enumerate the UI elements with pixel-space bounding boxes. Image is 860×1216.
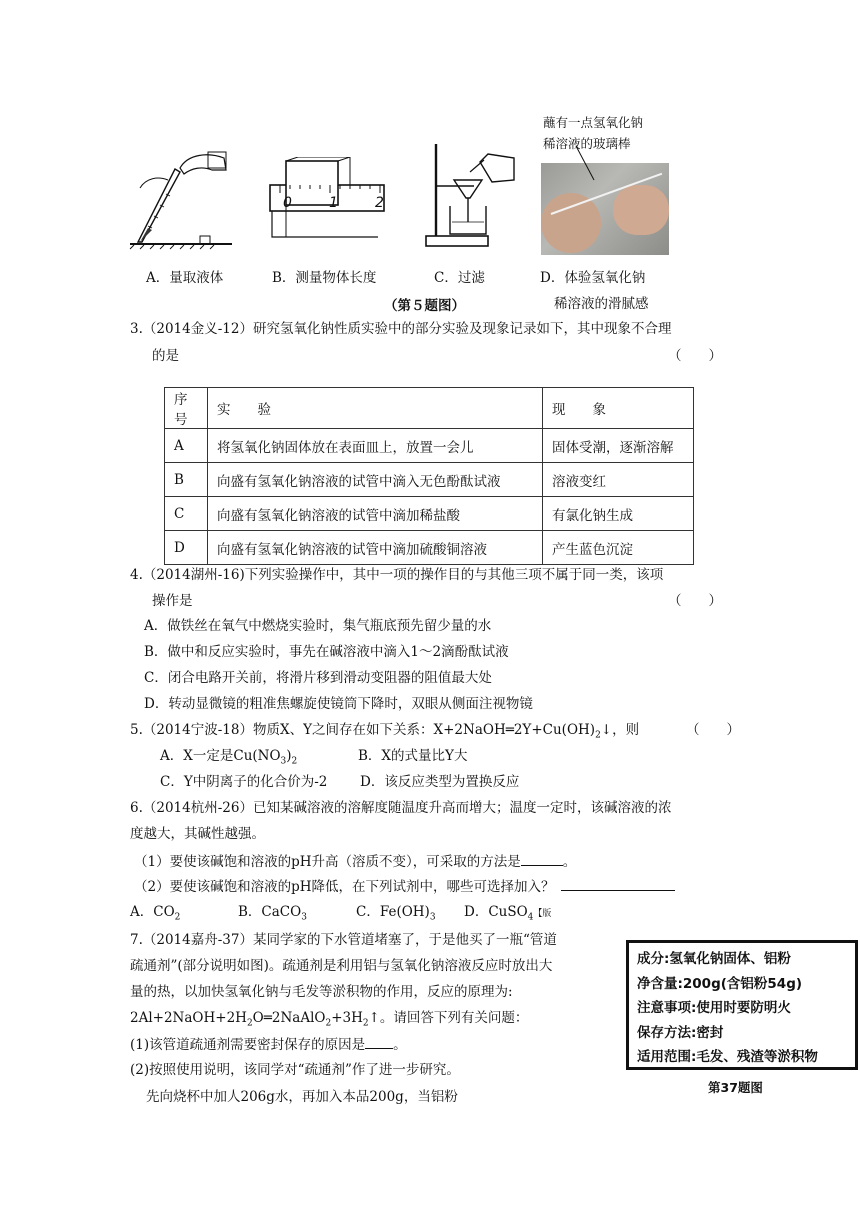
q3-answer-paren: （ ） <box>668 348 722 364</box>
q5-option-a-mid: ) <box>286 748 292 764</box>
q6-option-a <box>130 902 180 928</box>
q6-option-a-text: A．CO <box>130 904 175 920</box>
q3-experiment-table <box>164 387 694 565</box>
q3-line-1: 3.（2014金义-12）研究氢氧化钠性质实验中的部分实验及现象记录如下，其中现象不合理 <box>130 321 672 337</box>
q7-sub-1 <box>130 1034 407 1055</box>
q6-option-b-sub: 3 <box>301 912 307 923</box>
table-cell: A <box>165 429 208 463</box>
ruler-tick-2: 2 <box>375 195 384 211</box>
q6-line-2: 度越大，其碱性越强。 <box>130 826 265 842</box>
photo-caption-line-1: 蘸有一点氢氧化钠 <box>543 115 644 130</box>
ruler-tick-1: 1 <box>329 195 338 211</box>
q5-stem-tail: ↓，则 <box>600 722 640 738</box>
q3-line-2: 的是 <box>152 348 179 364</box>
label-precautions: 注意事项:使用时要防明火 <box>637 1000 791 1016</box>
q4-line-2: 操作是 <box>152 593 193 609</box>
q7-eq-b-sub: 2 <box>325 1018 332 1029</box>
q7-eq-a: 2Al+2NaOH+2H <box>130 1010 247 1026</box>
ruler-tick-0: 0 <box>283 195 292 211</box>
table-header-cell: 实 验 <box>208 388 543 429</box>
table-cell: 固体受潮，逐渐溶解 <box>543 429 694 463</box>
q6-sub-2-blank[interactable] <box>561 876 675 891</box>
q6-sub-1 <box>134 851 576 872</box>
q6-option-c-sub: 3 <box>429 912 436 923</box>
table-cell: 将氢氧化钠固体放在表面皿上，放置一会儿 <box>208 429 543 463</box>
q5-option-d: D．该反应类型为置换反应 <box>360 774 520 790</box>
table-header-cell: 现 象 <box>543 388 694 429</box>
q5-option-c: C．Y中阴离子的化合价为-2 <box>160 774 328 790</box>
table-row <box>165 497 694 531</box>
q6-option-b <box>238 902 307 928</box>
q7-sub-2: (2)按照使用说明，该同学对“疏通剂”作了进一步研究。 <box>130 1062 460 1078</box>
q4-line-1: 4.（2014湖州-16)下列实验操作中，其中一项的操作目的与其他三项不属于同一类，该项 <box>130 567 664 583</box>
table-cell: D <box>165 531 208 565</box>
q6-option-d-sub: 4 <box>527 912 534 923</box>
table-cell: 向盛有氢氧化钠溶液的试管中滴加硫酸铜溶液 <box>208 531 543 565</box>
label-net-content: 净含量:200g(含铝粉54g) <box>637 975 803 992</box>
figure37-caption: 第37题图 <box>708 1080 763 1095</box>
table-cell: 向盛有氢氧化钠溶液的试管中滴加稀盐酸 <box>208 497 543 531</box>
q7-line-last: 先向烧杯中加人206g水，再加入本品200g，当铝粉 <box>146 1089 458 1105</box>
figure5-label-a: A．量取液体 <box>146 270 224 286</box>
q6-sub-2-text: （2）要使该碱饱和溶液的pH降低，在下列试剂中，哪些可选择加入？ <box>134 879 555 895</box>
figure5-label-d: D．体验氢氧化钠 <box>540 270 646 286</box>
q4-option-b: B．做中和反应实验时，事先在碱溶液中滴入1～2滴酚酞试液 <box>144 644 509 660</box>
table-header-row <box>165 388 694 429</box>
q6-option-c-text: C．Fe(OH) <box>356 904 430 920</box>
q7-eq-d: ↑。请回答下列有关问题： <box>368 1010 529 1026</box>
q6-option-b-text: B．CaCO <box>238 904 302 920</box>
q7-eq-c-sub: 2 <box>362 1018 369 1029</box>
label-storage: 保存方法:密封 <box>637 1024 724 1041</box>
q6-sub-1-blank[interactable] <box>521 851 563 866</box>
q7-eq-b: O═2NaAlO <box>252 1010 326 1026</box>
figure5-label-b: B．测量物体长度 <box>272 270 377 286</box>
q6-option-d-text: D．CuSO <box>464 904 528 920</box>
table-row <box>165 531 694 565</box>
label-ingredients: 成分:氢氧化钠固体、铝粉 <box>637 951 791 967</box>
q5-stem <box>130 720 639 746</box>
table-cell: B <box>165 463 208 497</box>
figure5-graduated-cylinder-illustration <box>128 150 234 250</box>
q7-eq-a-sub: 2 <box>246 1018 253 1029</box>
figure5-caption: （第５题图） <box>384 298 465 314</box>
table-cell: 产生蓝色沉淀 <box>543 531 694 565</box>
q7-sub-1-text: (1)该管道疏通剂需要密封保存的原因是 <box>130 1037 366 1053</box>
q6-option-c <box>356 902 436 928</box>
figure5-filtration-illustration <box>422 142 522 250</box>
q6-sub-1-text: （1）要使该碱饱和溶液的pH升高（溶质不变），可采取的方法是 <box>134 854 521 870</box>
table-row <box>165 463 694 497</box>
product-label-box <box>626 940 858 1070</box>
q6-line-1: 6.（2014杭州-26）已知某碱溶液的溶解度随温度升高而增大；温度一定时，该碱溶液的浓 <box>130 800 672 816</box>
q6-option-d <box>464 902 551 928</box>
label-application: 适用范围:毛发、残渣等淤积物 <box>637 1049 818 1065</box>
table-cell: 溶液变红 <box>543 463 694 497</box>
q7-line-2: 疏通剂”(部分说明如图)。疏通剂是利用铝与氢氧化钠溶液反应时放出大 <box>130 958 553 974</box>
q7-sub-1-blank[interactable] <box>365 1034 393 1049</box>
q7-line-1: 7.（2014嘉舟-37）某同学家的下水管道堵塞了，于是他买了一瓶“管道 <box>130 932 557 948</box>
q7-equation <box>130 1008 528 1034</box>
photo-caption-line-2: 稀溶液的玻璃棒 <box>543 136 631 151</box>
q7-sub-1-end: 。 <box>393 1037 407 1053</box>
q7-line-3: 量的热，以加快氢氧化钠与毛发等淤积物的作用，反应的原理为: <box>130 984 513 1000</box>
q5-option-a-text: A．X一定是Cu(NO <box>160 748 281 764</box>
q5-option-a-sub2: 2 <box>291 756 298 767</box>
q5-stem-text: 5.（2014宁波-18）物质X、Y之间存在如下关系：X+2NaOH═2Y+Cu(OH) <box>130 722 596 738</box>
table-row <box>165 429 694 463</box>
table-cell: 有氯化钠生成 <box>543 497 694 531</box>
figure5-photo <box>541 163 669 255</box>
q5-option-a <box>160 746 297 772</box>
table-cell: C <box>165 497 208 531</box>
figure5-label-d-cont: 稀溶液的滑腻感 <box>554 296 649 312</box>
q7-eq-c: +3H <box>331 1010 363 1026</box>
q6-option-a-sub: 2 <box>174 912 181 923</box>
q4-option-a: A．做铁丝在氧气中燃烧实验时，集气瓶底预先留少量的水 <box>144 618 492 634</box>
q5-option-a-sub1: 3 <box>280 756 287 767</box>
figure5-label-c: C．过滤 <box>434 270 485 286</box>
table-header-cell: 序号 <box>165 388 208 429</box>
q6-sub-2 <box>134 876 675 897</box>
q6-sub-1-end: 。 <box>562 854 577 870</box>
q5-answer-paren: （ ） <box>686 722 740 738</box>
q4-answer-paren: （ ） <box>668 593 722 609</box>
q4-option-c: C．闭合电路开关前，将滑片移到滑动变阻器的阻值最大处 <box>144 670 492 686</box>
q5-stem-subscript: 2 <box>595 730 601 741</box>
table-cell: 向盛有氢氧化钠溶液的试管中滴入无色酚酞试液 <box>208 463 543 497</box>
q6-option-d-tail: 【版 <box>533 909 552 919</box>
q4-option-d: D．转动显微镜的粗准焦螺旋使镜筒下降时，双眼从侧面注视物镜 <box>144 696 533 712</box>
q5-option-b: B．X的式量比Y大 <box>358 748 468 764</box>
